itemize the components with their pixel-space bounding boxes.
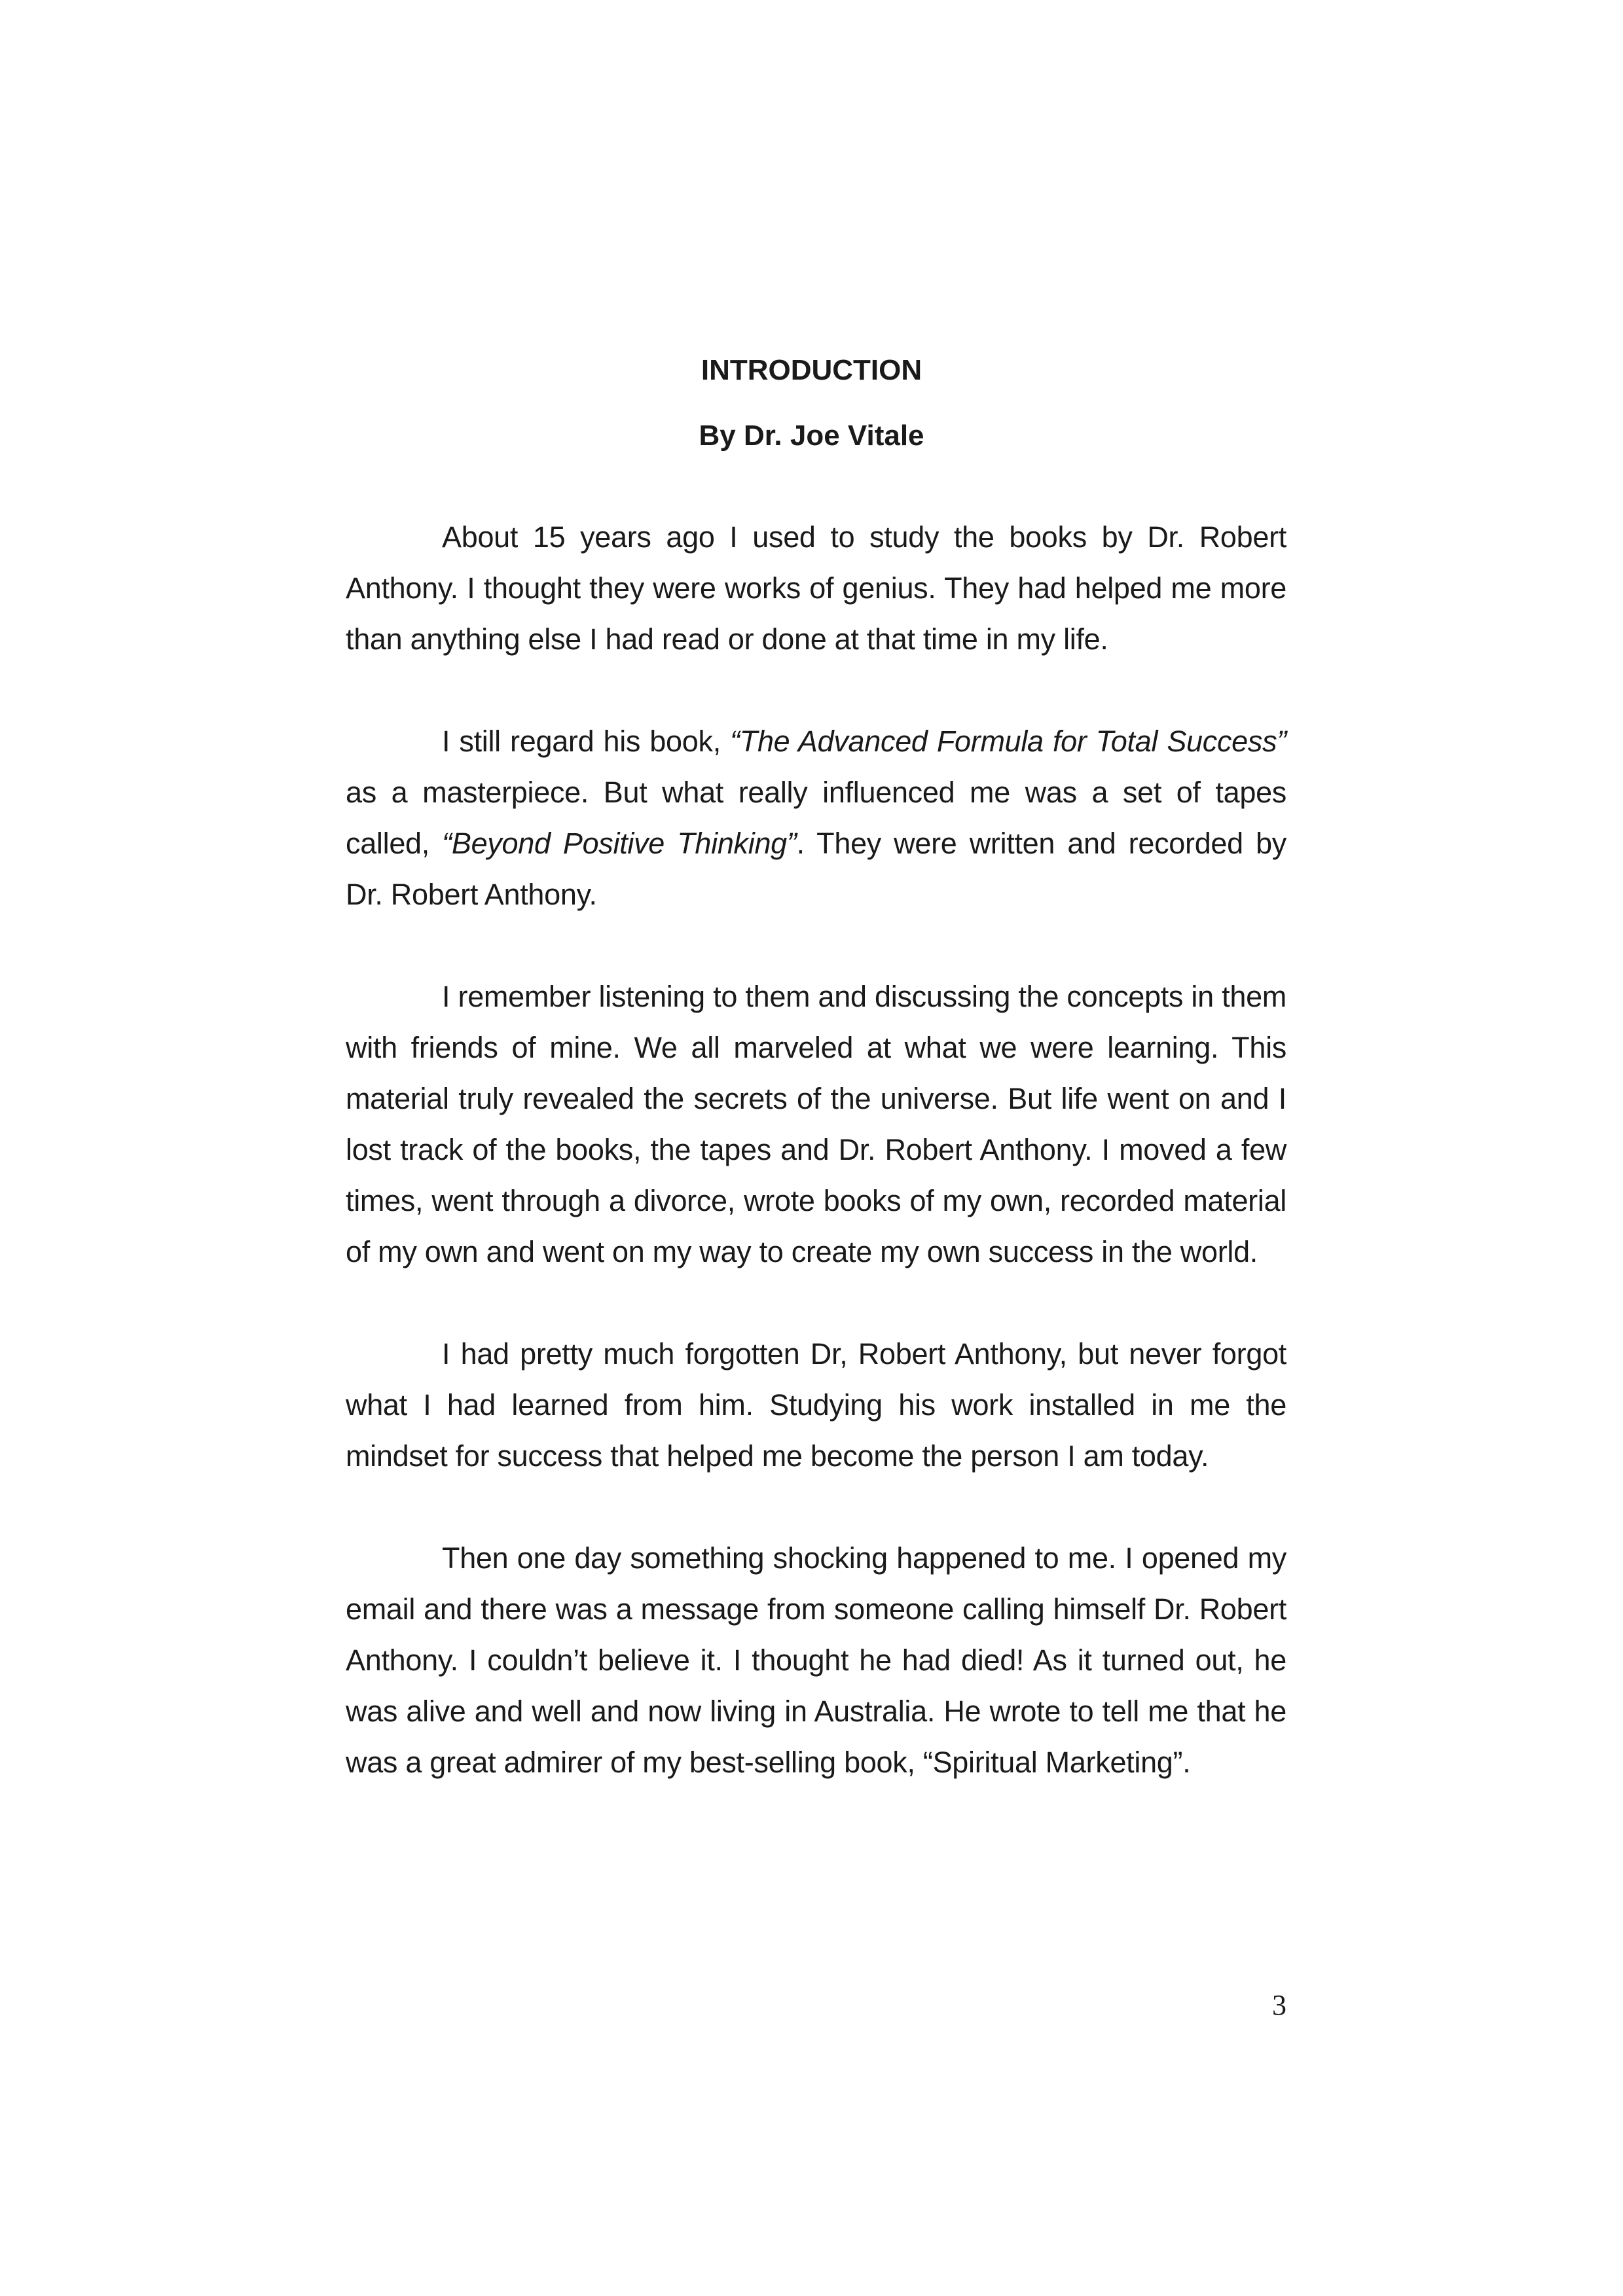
paragraph-5: Then one day something shocking happened to me. I opened my email and there was a message from someone calling himself Dr. Robert Anthony. I couldn’t believe it. I thought he had died! As it turned out, he was alive and well and now living in Australia. He wrote to tell me that he was a great admirer of my best-selling book, “Spiritual Marketing”. [346,1541,1286,1779]
book-title: “The Advanced Formula for Total Success” [730,725,1286,758]
paragraph-3: I remember listening to them and discussing the concepts in them with friends of mine. We all marveled at what we were learning. This material truly revealed the secrets of the universe. But life went on and I lost track of the books, the tapes and Dr. Robert Anthony. I moved a few times, went through a divorce, wrote books of my own, recorded material of my own and went on my way to create my own success in the world. [346,980,1286,1268]
paragraph-2-text-start: I still regard his book, [442,725,731,758]
paragraph-2 [346,716,1286,920]
page-title: INTRODUCTION [701,354,922,386]
paragraph-4: I had pretty much forgotten Dr, Robert Anthony, but never forgot what I had learned from him. Studying his work installed in me the mindset for success that helped me become the person I am today. [346,1337,1286,1473]
author-byline: By Dr. Joe Vitale [699,420,924,452]
page-number: 3 [1272,1989,1286,2021]
tape-title: “Beyond Positive Thinking” [442,827,797,860]
paragraph-2-text-middle: as a masterpiece. But what really influenced me was a set of tapes called, [346,776,1286,860]
paragraph-1: About 15 years ago I used to study the books by Dr. Robert Anthony. I thought they were works of genius. They had helped me more than anything else I had read or done at that time in my life. [346,520,1286,656]
body-text [346,512,1286,1839]
paragraph-2-text-end: . They were written and recorded by Dr. Robert Anthony. [346,827,1286,911]
